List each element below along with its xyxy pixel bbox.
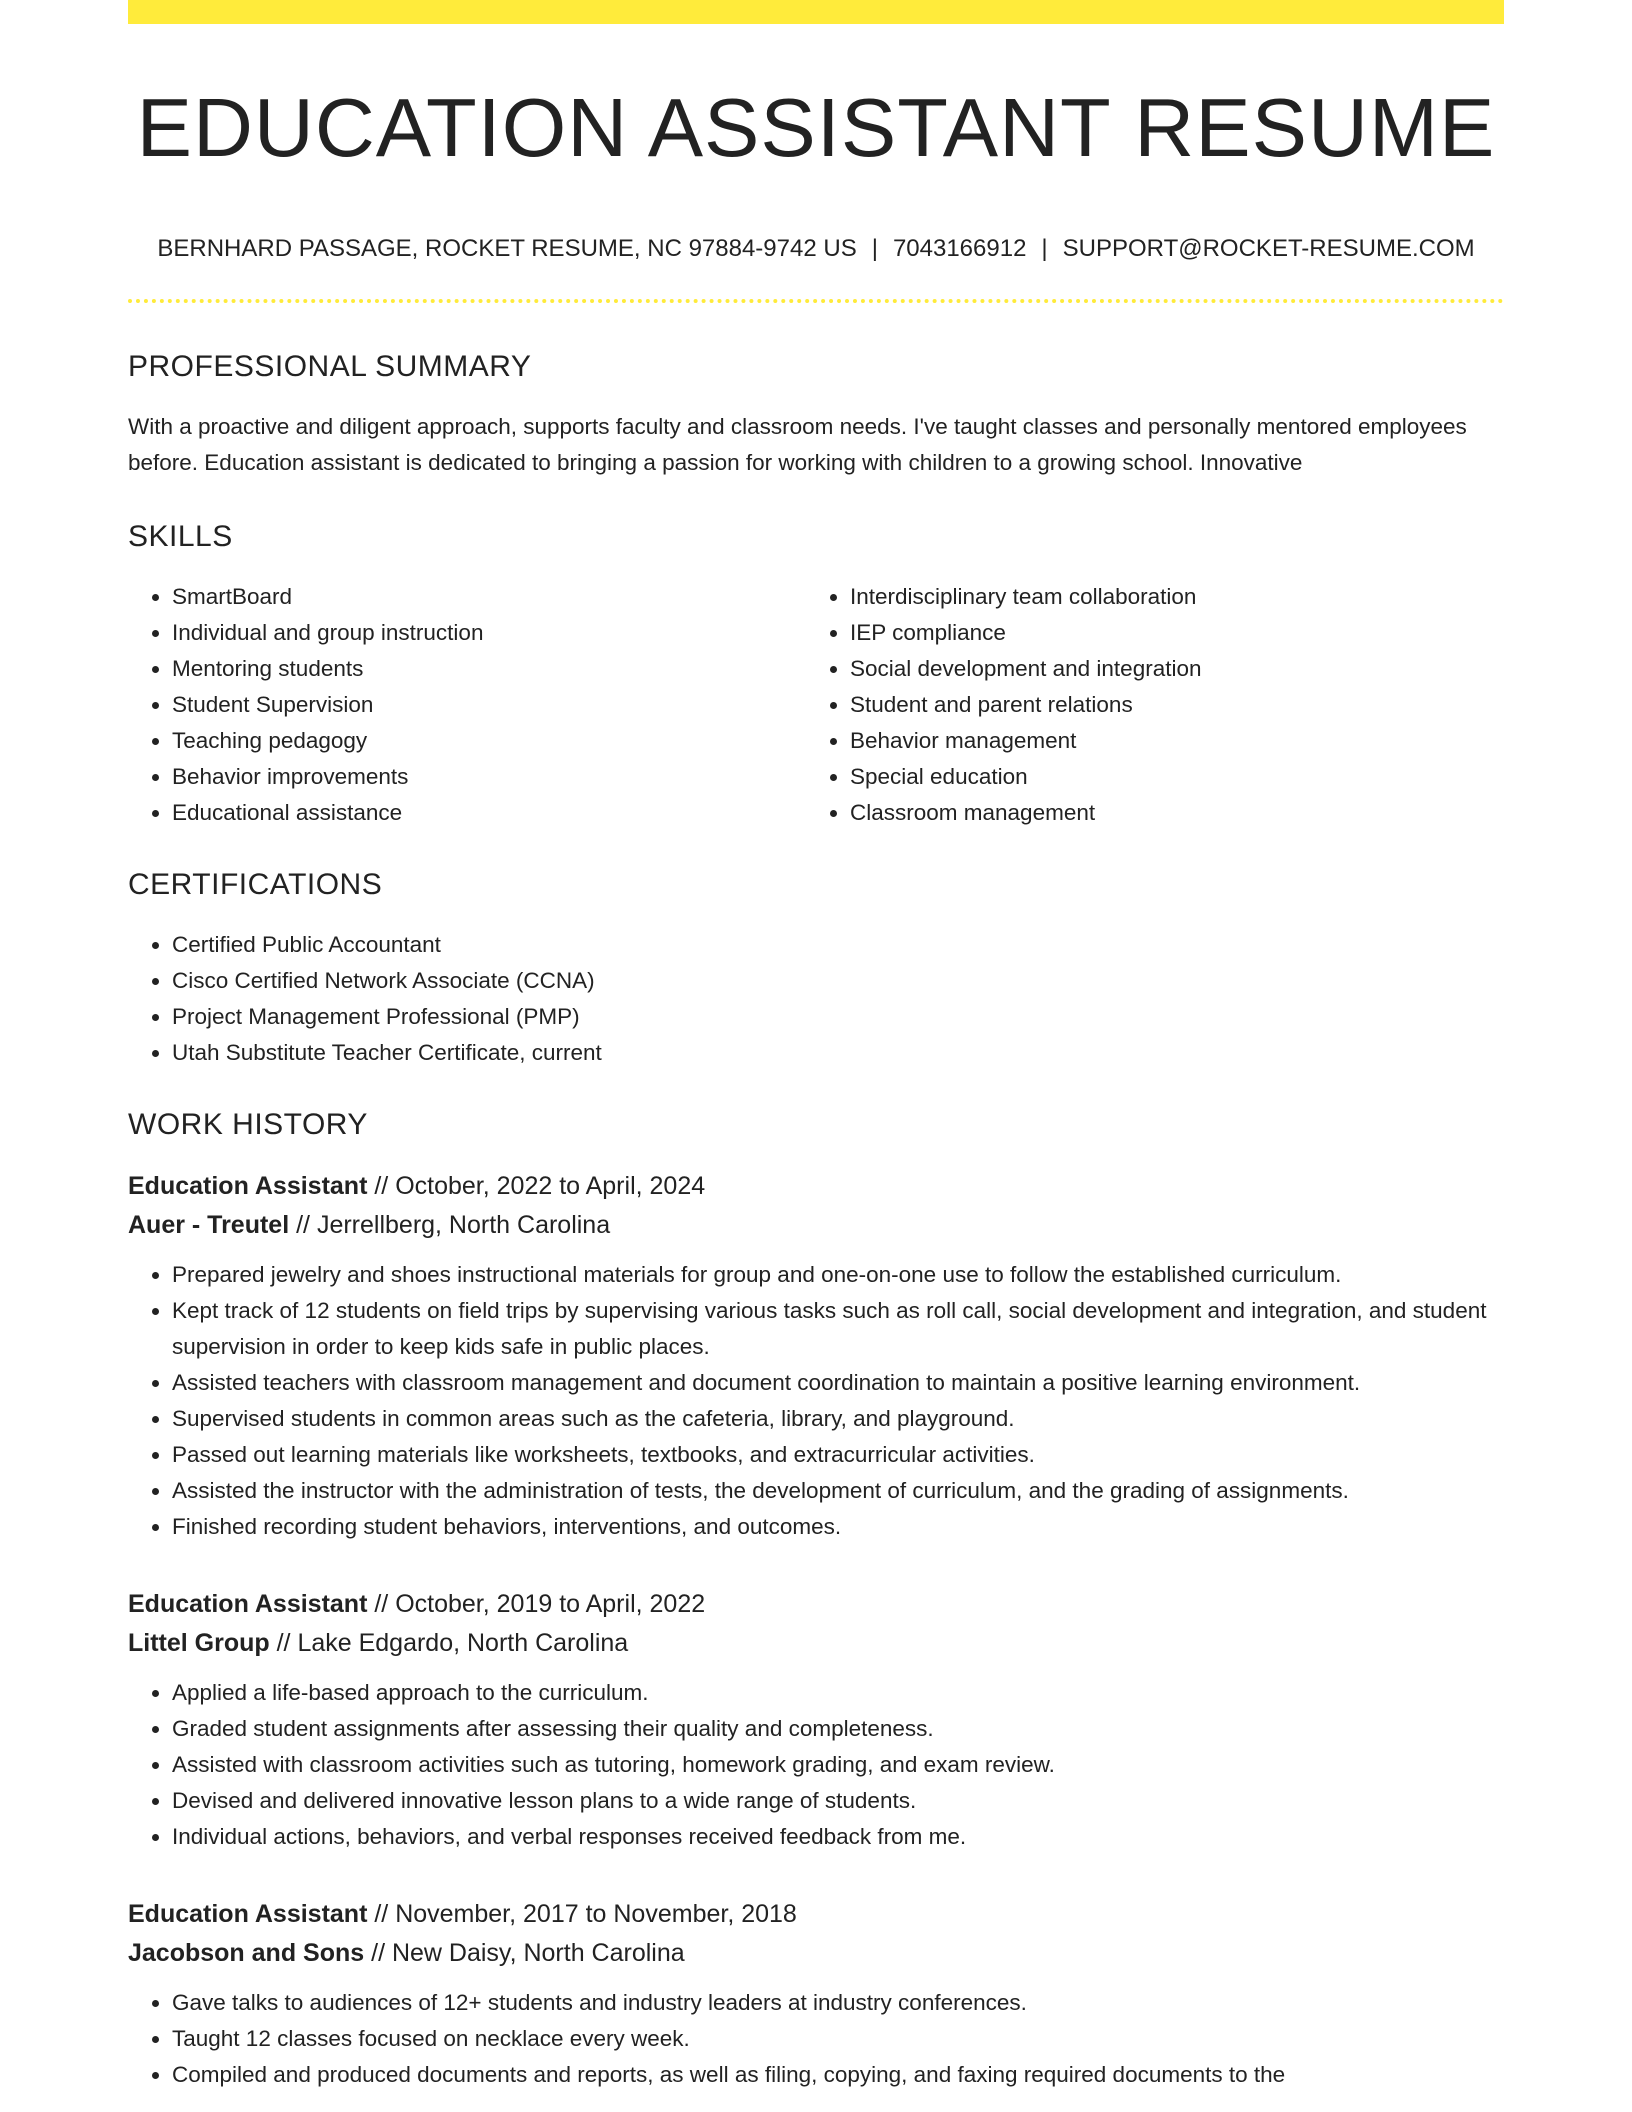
contact-address: BERNHARD PASSAGE, ROCKET RESUME, NC 97884-9742 US xyxy=(157,235,857,263)
job-role-line xyxy=(128,1895,1504,1934)
skill-item: • Teaching pedagogy xyxy=(172,723,806,759)
job-duty: • Applied a life-based approach to the curriculum. xyxy=(172,1675,1504,1711)
job-duties xyxy=(128,1985,1504,2093)
job-duty: • Finished recording student behaviors, interventions, and outcomes. xyxy=(172,1509,1504,1545)
job-location: // Jerrellberg, North Carolina xyxy=(289,1211,611,1240)
job-company: Auer - Treutel xyxy=(128,1211,290,1240)
job-company-line xyxy=(128,1206,1504,1245)
certification-item: • Project Management Professional (PMP) xyxy=(172,999,1504,1035)
skill-item: • IEP compliance xyxy=(850,615,1484,651)
job-duty: • Gave talks to audiences of 12+ students and industry leaders at industry conferences. xyxy=(172,1985,1504,2021)
job-duty: • Passed out learning materials like worksheets, textbooks, and extracurricular activities. xyxy=(172,1437,1504,1473)
job-location: // Lake Edgardo, North Carolina xyxy=(269,1629,629,1658)
job-dates: // October, 2019 to April, 2022 xyxy=(367,1590,706,1619)
contact-phone: 7043166912 xyxy=(892,235,1027,263)
job-role-line xyxy=(128,1167,1504,1206)
job-entry xyxy=(128,1167,1504,1545)
work-history-heading: WORK HISTORY xyxy=(128,1108,368,1142)
certifications-list xyxy=(128,927,1504,1071)
resume-page xyxy=(128,0,1504,2093)
job-role-line xyxy=(128,1585,1504,1624)
job-role: Education Assistant xyxy=(128,1590,368,1619)
resume-title: EDUCATION ASSISTANT RESUME xyxy=(136,81,1496,174)
job-duty: • Prepared jewelry and shoes instructional materials for group and one-on-one use to follow the established curriculum. xyxy=(172,1257,1504,1293)
skills-heading: SKILLS xyxy=(128,520,233,554)
job-duties xyxy=(128,1675,1504,1855)
skill-item: • SmartBoard xyxy=(172,579,806,615)
skill-item: • Mentoring students xyxy=(172,651,806,687)
job-entry xyxy=(128,1585,1504,1855)
skill-item: • Behavior management xyxy=(850,723,1484,759)
certifications-heading: CERTIFICATIONS xyxy=(128,868,383,902)
accent-bar xyxy=(128,0,1504,24)
skills-columns xyxy=(128,579,1504,831)
skills-left-column xyxy=(128,579,806,831)
job-dates: // November, 2017 to November, 2018 xyxy=(367,1900,797,1929)
job-duty: • Assisted the instructor with the administration of tests, the development of curriculum, and the grading of assignments. xyxy=(172,1473,1504,1509)
skill-item: • Social development and integration xyxy=(850,651,1484,687)
skill-item: • Interdisciplinary team collaboration xyxy=(850,579,1484,615)
job-company: Littel Group xyxy=(128,1629,270,1658)
contact-line xyxy=(128,235,1504,264)
job-duty: • Compiled and produced documents and reports, as well as filing, copying, and faxing required documents to the xyxy=(172,2057,1504,2093)
job-duty: • Assisted teachers with classroom management and document coordination to maintain a positive learning environment. xyxy=(172,1365,1504,1401)
skill-item: • Behavior improvements xyxy=(172,759,806,795)
dotted-divider xyxy=(128,299,1504,303)
job-duty: • Assisted with classroom activities such as tutoring, homework grading, and exam review. xyxy=(172,1747,1504,1783)
certification-item: • Cisco Certified Network Associate (CCNA) xyxy=(172,963,1504,999)
job-duty: • Individual actions, behaviors, and verbal responses received feedback from me. xyxy=(172,1819,1504,1855)
job-dates: // October, 2022 to April, 2024 xyxy=(367,1172,706,1201)
certification-item: • Utah Substitute Teacher Certificate, current xyxy=(172,1035,1504,1071)
job-duty: • Taught 12 classes focused on necklace every week. xyxy=(172,2021,1504,2057)
job-duty: • Devised and delivered innovative lesson plans to a wide range of students. xyxy=(172,1783,1504,1819)
summary-heading: PROFESSIONAL SUMMARY xyxy=(128,350,532,384)
skill-item: • Educational assistance xyxy=(172,795,806,831)
skills-right-column xyxy=(806,579,1484,831)
contact-email: SUPPORT@ROCKET-RESUME.COM xyxy=(1062,235,1475,263)
skill-item: • Individual and group instruction xyxy=(172,615,806,651)
job-duty: • Supervised students in common areas such as the cafeteria, library, and playground. xyxy=(172,1401,1504,1437)
job-company: Jacobson and Sons xyxy=(128,1939,365,1968)
skill-item: • Student Supervision xyxy=(172,687,806,723)
job-company-line xyxy=(128,1934,1504,1973)
contact-separator: | xyxy=(871,235,878,263)
job-duty: • Graded student assignments after assessing their quality and completeness. xyxy=(172,1711,1504,1747)
summary-text: With a proactive and diligent approach, supports faculty and classroom needs. I've taught classes and personally mentored employees before. Education assistant is dedicated to bringing a passion for working with children to a growing school. Innovative xyxy=(128,414,1467,476)
job-duty: • Kept track of 12 students on field trips by supervising various tasks such as roll call, social development and integration, and student supervision in order to keep kids safe in public places. xyxy=(172,1293,1504,1365)
skill-item: • Special education xyxy=(850,759,1484,795)
certification-item: • Certified Public Accountant xyxy=(172,927,1504,963)
job-duties xyxy=(128,1257,1504,1545)
job-role: Education Assistant xyxy=(128,1900,368,1929)
job-company-line xyxy=(128,1624,1504,1663)
contact-separator: | xyxy=(1041,235,1048,263)
job-location: // New Daisy, North Carolina xyxy=(364,1939,685,1968)
skill-item: • Student and parent relations xyxy=(850,687,1484,723)
skill-item: • Classroom management xyxy=(850,795,1484,831)
job-entry xyxy=(128,1895,1504,2093)
job-role: Education Assistant xyxy=(128,1172,368,1201)
